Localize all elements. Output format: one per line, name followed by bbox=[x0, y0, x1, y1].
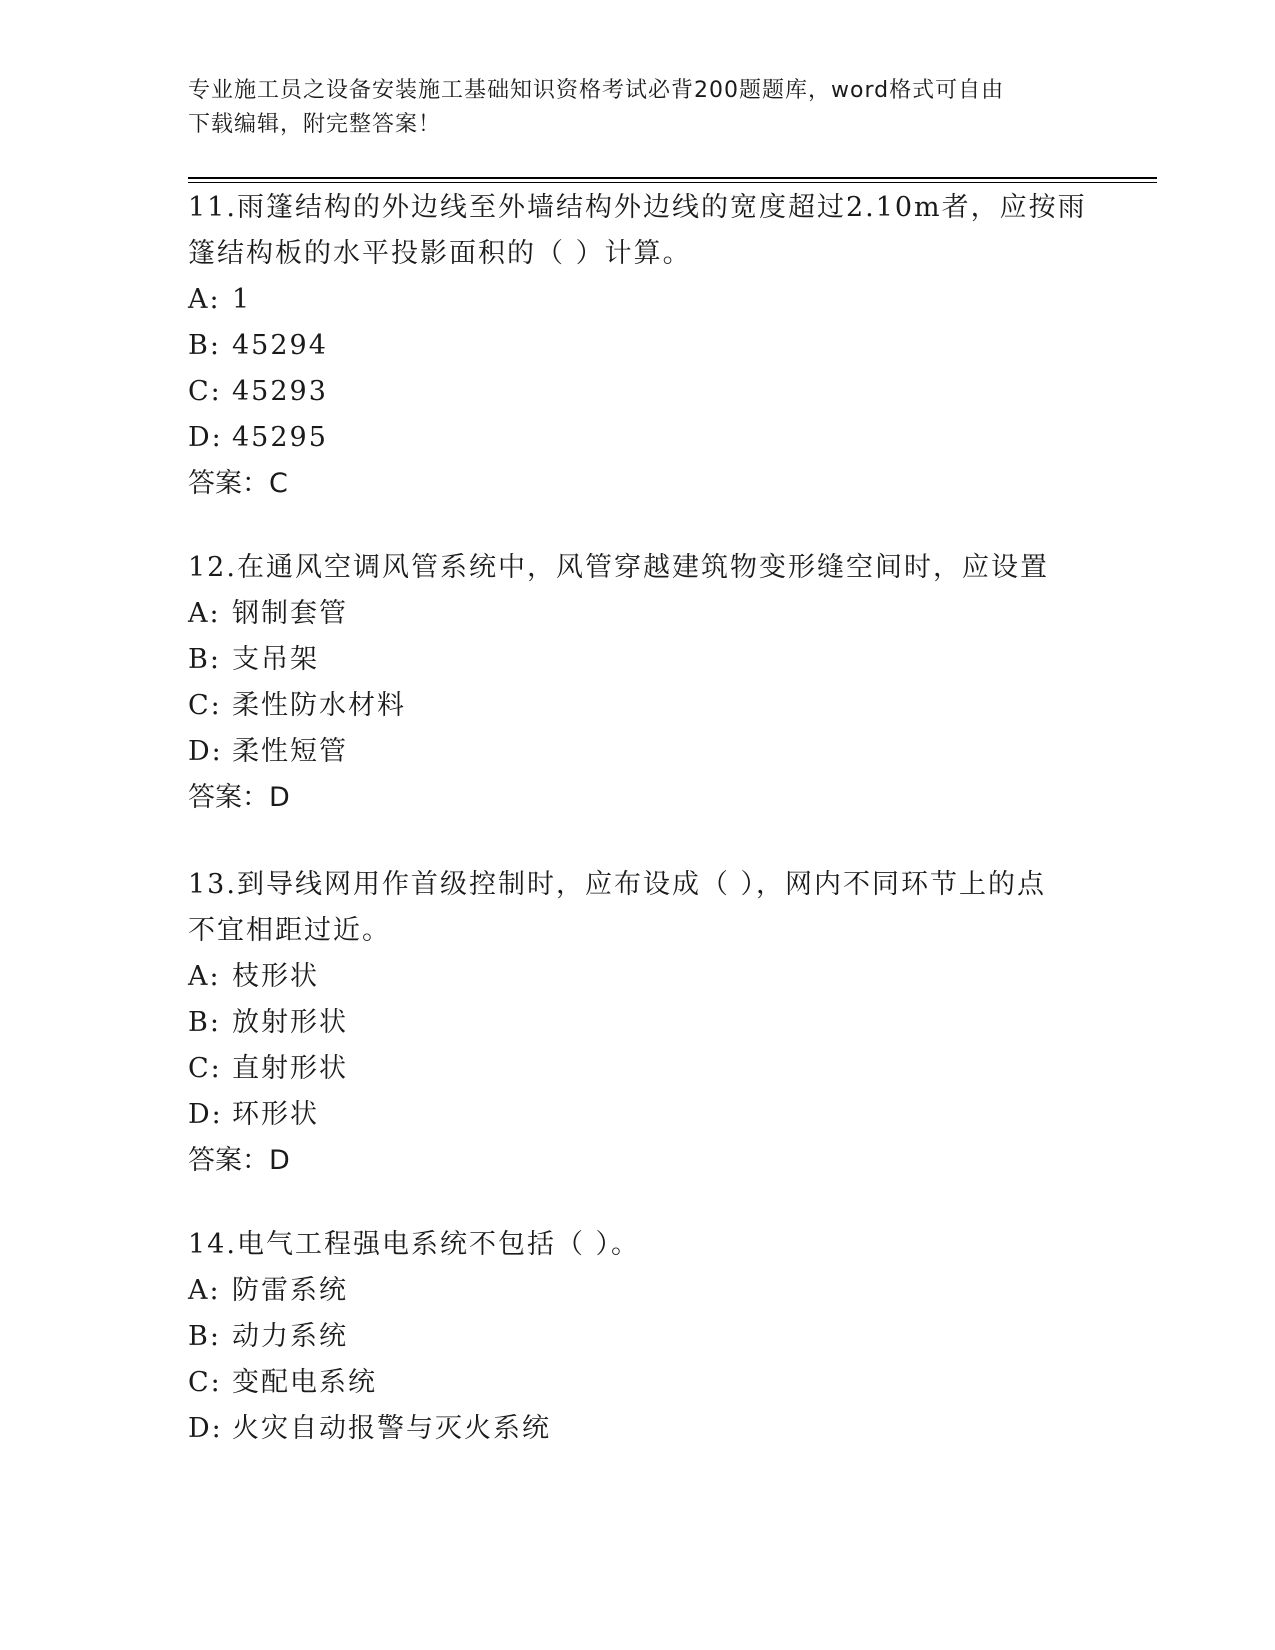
option-text: 防雷系统 bbox=[232, 1275, 348, 1306]
question-stem-line: 不宜相距过近。 bbox=[188, 915, 391, 946]
option-b bbox=[188, 1000, 1088, 1046]
document-header bbox=[188, 74, 1068, 142]
option-a bbox=[188, 954, 1088, 1000]
option-key: B: bbox=[188, 330, 221, 361]
option-text: 45295 bbox=[232, 422, 328, 453]
option-d bbox=[188, 1406, 1088, 1452]
option-key: C: bbox=[188, 1053, 222, 1084]
option-a bbox=[188, 1268, 1088, 1314]
option-key: C: bbox=[188, 376, 222, 407]
question-14 bbox=[188, 1222, 1088, 1452]
question-stem-line: 14.电气工程强电系统不包括（ ）。 bbox=[188, 1229, 641, 1260]
option-b bbox=[188, 637, 1088, 683]
option-text: 火灾自动报警与灭火系统 bbox=[232, 1413, 551, 1444]
option-text: 动力系统 bbox=[232, 1321, 348, 1352]
option-c bbox=[188, 683, 1088, 729]
option-c bbox=[188, 1046, 1088, 1092]
question-stem-line: 篷结构板的水平投影面积的（ ）计算。 bbox=[188, 238, 692, 269]
answer-line: 答案：C bbox=[188, 468, 288, 499]
option-b bbox=[188, 323, 1088, 369]
option-c bbox=[188, 1360, 1088, 1406]
option-c bbox=[188, 369, 1088, 415]
answer-line: 答案：D bbox=[188, 782, 290, 813]
option-a bbox=[188, 277, 1088, 323]
question-12 bbox=[188, 545, 1088, 821]
option-key: D: bbox=[188, 1413, 223, 1444]
option-b bbox=[188, 1314, 1088, 1360]
option-text: 环形状 bbox=[232, 1099, 319, 1130]
question-13 bbox=[188, 862, 1088, 1184]
option-text: 钢制套管 bbox=[232, 598, 348, 629]
option-key: D: bbox=[188, 736, 223, 767]
option-key: B: bbox=[188, 644, 221, 675]
option-key: C: bbox=[188, 690, 222, 721]
option-text: 放射形状 bbox=[232, 1007, 348, 1038]
option-text: 柔性短管 bbox=[232, 736, 348, 767]
option-d bbox=[188, 729, 1088, 775]
header-line-1: 专业施工员之设备安装施工基础知识资格考试必背200题题库，word格式可自由 bbox=[188, 78, 1005, 103]
option-text: 枝形状 bbox=[232, 961, 319, 992]
option-key: A: bbox=[188, 1275, 221, 1306]
option-key: B: bbox=[188, 1007, 221, 1038]
header-line-2: 下载编辑，附完整答案！ bbox=[188, 112, 442, 137]
option-key: A: bbox=[188, 598, 221, 629]
question-stem-line: 12.在通风空调风管系统中，风管穿越建筑物变形缝空间时，应设置 bbox=[188, 552, 1049, 583]
option-text: 45293 bbox=[232, 376, 328, 407]
header-divider-thick bbox=[188, 177, 1157, 179]
header-divider-thin bbox=[188, 182, 1157, 183]
option-text: 变配电系统 bbox=[232, 1367, 377, 1398]
answer-line: 答案：D bbox=[188, 1145, 290, 1176]
question-11 bbox=[188, 185, 1088, 507]
option-text: 支吊架 bbox=[232, 644, 319, 675]
option-d bbox=[188, 415, 1088, 461]
option-text: 45294 bbox=[232, 330, 328, 361]
option-text: 直射形状 bbox=[232, 1053, 348, 1084]
option-key: D: bbox=[188, 422, 223, 453]
option-key: C: bbox=[188, 1367, 222, 1398]
option-d bbox=[188, 1092, 1088, 1138]
option-text: 1 bbox=[232, 284, 252, 315]
option-key: A: bbox=[188, 284, 221, 315]
question-stem-line: 13.到导线网用作首级控制时，应布设成（ ），网内不同环节上的点 bbox=[188, 869, 1047, 900]
option-key: B: bbox=[188, 1321, 221, 1352]
option-key: A: bbox=[188, 961, 221, 992]
question-stem-line: 11.雨篷结构的外边线至外墙结构外边线的宽度超过2.10m者，应按雨 bbox=[188, 192, 1087, 223]
option-a bbox=[188, 591, 1088, 637]
option-text: 柔性防水材料 bbox=[232, 690, 406, 721]
option-key: D: bbox=[188, 1099, 223, 1130]
